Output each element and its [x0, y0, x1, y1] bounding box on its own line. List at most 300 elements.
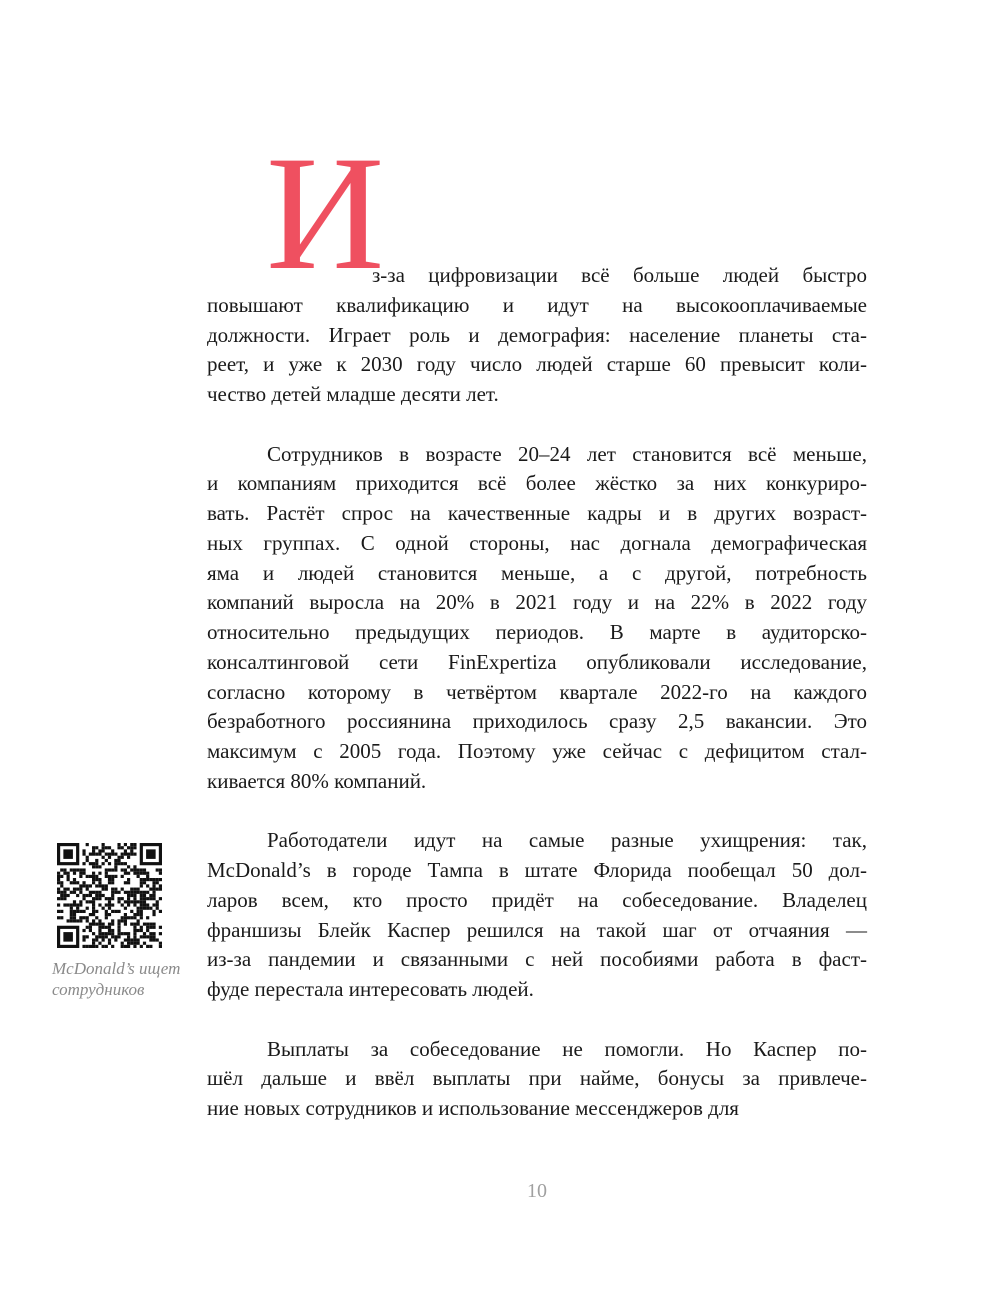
qr-module: [143, 903, 146, 906]
qr-module: [82, 853, 85, 856]
qr-module: [92, 919, 95, 922]
qr-module: [149, 935, 152, 938]
qr-module: [149, 897, 152, 900]
qr-module: [114, 888, 117, 891]
qr-module: [82, 894, 85, 897]
qr-module: [152, 913, 155, 916]
qr-module: [133, 894, 136, 897]
qr-module: [149, 938, 152, 941]
qr-module: [108, 903, 111, 906]
qr-module: [152, 891, 155, 894]
qr-module: [114, 859, 117, 862]
qr-module: [111, 853, 114, 856]
qr-module: [108, 897, 111, 900]
qr-module: [67, 878, 70, 881]
qr-module: [143, 891, 146, 894]
qr-module: [121, 919, 124, 922]
qr-module: [156, 907, 159, 910]
qr-module: [111, 881, 114, 884]
qr-module: [63, 903, 66, 906]
qr-module: [57, 875, 60, 878]
qr-module: [89, 929, 92, 932]
qr-module: [57, 903, 60, 906]
text-line: из-за пандемии и связанными с ней пособиями работа в фаст-: [207, 947, 867, 972]
qr-module: [89, 894, 92, 897]
qr-module: [70, 903, 73, 906]
qr-module: [89, 900, 92, 903]
qr-module: [82, 916, 85, 919]
qr-module: [79, 884, 82, 887]
qr-module: [95, 846, 98, 849]
qr-module: [92, 913, 95, 916]
qr-module: [76, 903, 79, 906]
qr-module: [152, 888, 155, 891]
qr-module: [102, 935, 105, 938]
qr-module: [140, 878, 143, 881]
qr-module: [105, 859, 108, 862]
qr-module: [137, 875, 140, 878]
qr-module: [70, 910, 73, 913]
qr-module: [127, 865, 130, 868]
qr-module: [89, 875, 92, 878]
qr-module: [117, 935, 120, 938]
text-line: консалтинговой сети FinExpertiza опубликовали исследование,: [207, 649, 867, 674]
qr-module: [108, 938, 111, 941]
qr-module: [63, 891, 66, 894]
text-line: вать. Растёт спрос на качественные кадры и в других возраст-: [207, 501, 867, 525]
qr-module: [63, 868, 66, 871]
qr-module: [140, 910, 143, 913]
qr-module: [121, 942, 124, 945]
qr-module: [121, 856, 124, 859]
qr-module: [146, 945, 149, 948]
qr-finder: [63, 932, 73, 942]
qr-module: [111, 932, 114, 935]
qr-module: [102, 862, 105, 865]
qr-module: [63, 894, 66, 897]
qr-module: [133, 846, 136, 849]
qr-module: [149, 907, 152, 910]
qr-module: [121, 853, 124, 856]
qr-module: [92, 853, 95, 856]
qr-finder: [146, 849, 156, 859]
qr-module: [79, 868, 82, 871]
qr-module: [121, 903, 124, 906]
qr-module: [156, 888, 159, 891]
qr-module: [105, 872, 108, 875]
text-line: и компаниям приходится всё более жёстко за них конкуриро-: [207, 471, 867, 496]
qr-module: [124, 913, 127, 916]
qr-module: [76, 907, 79, 910]
qr-module: [82, 929, 85, 932]
qr-module: [127, 945, 130, 948]
qr-module: [121, 945, 124, 948]
qr-module: [92, 907, 95, 910]
qr-module: [95, 865, 98, 868]
qr-module: [92, 923, 95, 926]
qr-module: [124, 843, 127, 846]
qr-module: [86, 884, 89, 887]
qr-module: [98, 878, 101, 881]
qr-module: [67, 872, 70, 875]
qr-module: [137, 929, 140, 932]
qr-module: [111, 868, 114, 871]
qr-module: [82, 910, 85, 913]
qr-module: [57, 916, 60, 919]
qr-module: [102, 907, 105, 910]
qr-module: [159, 945, 162, 948]
qr-module: [86, 894, 89, 897]
qr-module: [89, 926, 92, 929]
qr-module: [73, 913, 76, 916]
qr-module: [137, 907, 140, 910]
qr-module: [98, 865, 101, 868]
qr-module: [102, 856, 105, 859]
qr-module: [152, 926, 155, 929]
qr-module: [117, 923, 120, 926]
qr-module: [105, 868, 108, 871]
qr-module: [130, 938, 133, 941]
qr-code[interactable]: [57, 843, 162, 948]
qr-module: [108, 907, 111, 910]
qr-module: [127, 903, 130, 906]
qr-module: [156, 868, 159, 871]
qr-module: [140, 935, 143, 938]
text-line: Работодатели идут на самые разные ухищрения: так,: [267, 828, 867, 853]
qr-module: [102, 846, 105, 849]
qr-module: [143, 872, 146, 875]
qr-module: [102, 888, 105, 891]
qr-module: [146, 872, 149, 875]
qr-module: [73, 872, 76, 875]
qr-module: [105, 910, 108, 913]
qr-module: [146, 903, 149, 906]
qr-module: [140, 881, 143, 884]
qr-module: [89, 923, 92, 926]
qr-module: [102, 894, 105, 897]
qr-module: [143, 942, 146, 945]
qr-module: [82, 945, 85, 948]
qr-module: [108, 913, 111, 916]
qr-module: [121, 846, 124, 849]
qr-module: [117, 929, 120, 932]
qr-module: [133, 843, 136, 846]
qr-module: [92, 849, 95, 852]
qr-module: [79, 875, 82, 878]
qr-module: [79, 900, 82, 903]
qr-module: [130, 849, 133, 852]
qr-module: [73, 868, 76, 871]
qr-module: [57, 872, 60, 875]
qr-module: [82, 938, 85, 941]
qr-module: [130, 843, 133, 846]
qr-module: [124, 881, 127, 884]
qr-module: [121, 897, 124, 900]
qr-module: [82, 881, 85, 884]
qr-module: [82, 935, 85, 938]
qr-module: [67, 919, 70, 922]
qr-module: [102, 849, 105, 852]
qr-module: [60, 894, 63, 897]
qr-module: [133, 903, 136, 906]
qr-module: [111, 849, 114, 852]
qr-module: [108, 900, 111, 903]
text-line: относительно предыдущих периодов. В марте в аудиторско-: [207, 620, 867, 644]
qr-module: [159, 932, 162, 935]
qr-module: [130, 888, 133, 891]
qr-module: [70, 919, 73, 922]
qr-module: [133, 872, 136, 875]
qr-module: [133, 853, 136, 856]
qr-module: [89, 853, 92, 856]
qr-module: [114, 891, 117, 894]
qr-module: [159, 868, 162, 871]
qr-module: [111, 878, 114, 881]
qr-module: [89, 862, 92, 865]
qr-module: [67, 894, 70, 897]
qr-module: [140, 926, 143, 929]
qr-module: [149, 945, 152, 948]
qr-module: [79, 919, 82, 922]
qr-module: [117, 910, 120, 913]
drop-cap: И: [266, 123, 385, 304]
qr-module: [133, 923, 136, 926]
qr-module: [105, 884, 108, 887]
qr-module: [86, 843, 89, 846]
qr-module: [133, 929, 136, 932]
qr-module: [146, 935, 149, 938]
qr-module: [105, 875, 108, 878]
qr-module: [143, 935, 146, 938]
qr-module: [124, 868, 127, 871]
qr-module: [152, 894, 155, 897]
qr-module: [98, 897, 101, 900]
qr-module: [127, 932, 130, 935]
qr-module: [133, 932, 136, 935]
qr-module: [86, 907, 89, 910]
qr-module: [76, 910, 79, 913]
qr-module: [73, 878, 76, 881]
qr-module: [149, 878, 152, 881]
qr-module: [57, 878, 60, 881]
qr-module: [137, 900, 140, 903]
text-line: кивается 80% компаний.: [207, 768, 427, 793]
qr-module: [133, 865, 136, 868]
qr-module: [133, 926, 136, 929]
qr-module: [130, 942, 133, 945]
qr-module: [92, 932, 95, 935]
qr-module: [127, 942, 130, 945]
qr-module: [105, 897, 108, 900]
qr-module: [67, 903, 70, 906]
qr-module: [102, 884, 105, 887]
qr-module: [95, 916, 98, 919]
qr-module: [95, 853, 98, 856]
qr-caption-line: сотрудников: [52, 980, 145, 999]
text-line: Сотрудников в возрасте 20–24 лет становится всё меньше,: [267, 441, 867, 466]
qr-module: [70, 913, 73, 916]
qr-module: [124, 853, 127, 856]
qr-module: [95, 878, 98, 881]
qr-module: [70, 881, 73, 884]
qr-module: [95, 938, 98, 941]
qr-module: [60, 881, 63, 884]
qr-module: [114, 938, 117, 941]
qr-module: [124, 932, 127, 935]
qr-module: [152, 932, 155, 935]
qr-module: [95, 884, 98, 887]
qr-module: [124, 916, 127, 919]
qr-module: [95, 897, 98, 900]
qr-module: [86, 916, 89, 919]
qr-module: [102, 932, 105, 935]
qr-module: [143, 878, 146, 881]
qr-module: [127, 938, 130, 941]
qr-module: [111, 919, 114, 922]
qr-module: [124, 923, 127, 926]
qr-module: [92, 897, 95, 900]
text-line: безработного россиянина приходилось сразу 2,5 вакансии. Это: [207, 709, 867, 734]
qr-module: [98, 849, 101, 852]
qr-module: [117, 846, 120, 849]
qr-finder: [63, 849, 73, 859]
text-line: повышают квалификацию и идут на высокооплачиваемые: [207, 292, 867, 317]
qr-module: [70, 891, 73, 894]
text-line: должности. Играет роль и демография: население планеты ста-: [207, 322, 867, 347]
qr-module: [76, 919, 79, 922]
qr-module: [60, 891, 63, 894]
qr-module: [95, 891, 98, 894]
qr-module: [111, 903, 114, 906]
qr-module: [121, 875, 124, 878]
qr-module: [124, 900, 127, 903]
qr-module: [143, 900, 146, 903]
qr-module: [133, 888, 136, 891]
qr-module: [92, 900, 95, 903]
qr-module: [124, 907, 127, 910]
qr-module: [92, 891, 95, 894]
qr-module: [86, 926, 89, 929]
qr-module: [95, 859, 98, 862]
qr-module: [159, 872, 162, 875]
qr-module: [98, 919, 101, 922]
qr-module: [60, 897, 63, 900]
qr-module: [121, 932, 124, 935]
qr-module: [127, 881, 130, 884]
qr-module: [98, 935, 101, 938]
qr-module: [70, 907, 73, 910]
qr-module: [140, 903, 143, 906]
qr-module: [111, 935, 114, 938]
qr-module: [152, 938, 155, 941]
page-number: 10: [527, 1180, 547, 1202]
qr-module: [140, 868, 143, 871]
qr-module: [111, 945, 114, 948]
qr-module: [102, 945, 105, 948]
text-line: McDonald’s в городе Тампа в штате Флорида пообещал 50 дол-: [207, 858, 867, 882]
qr-module: [70, 868, 73, 871]
qr-module: [95, 935, 98, 938]
qr-module: [92, 910, 95, 913]
qr-module: [114, 875, 117, 878]
qr-module: [82, 862, 85, 865]
qr-module: [140, 891, 143, 894]
qr-module: [152, 935, 155, 938]
qr-module: [156, 903, 159, 906]
qr-module: [133, 913, 136, 916]
qr-module: [146, 897, 149, 900]
qr-module: [114, 910, 117, 913]
qr-module: [79, 872, 82, 875]
qr-module: [98, 923, 101, 926]
qr-module: [159, 910, 162, 913]
qr-module: [108, 881, 111, 884]
qr-module: [159, 926, 162, 929]
qr-module: [127, 935, 130, 938]
text-line: чество детей младше десяти лет.: [207, 382, 499, 406]
qr-module: [130, 894, 133, 897]
text-line: франшизы Блейк Каспер решился на такой шаг от отчаяния —: [207, 917, 867, 942]
text-line: ларов всем, кто просто придёт на собеседование. Владелец: [207, 887, 867, 912]
qr-module: [79, 910, 82, 913]
qr-module: [105, 913, 108, 916]
qr-module: [156, 938, 159, 941]
qr-module: [95, 875, 98, 878]
qr-module: [133, 916, 136, 919]
text-line: ние новых сотрудников и использование мессенджеров для: [207, 1096, 739, 1120]
qr-module: [102, 938, 105, 941]
qr-module: [67, 875, 70, 878]
qr-module: [143, 907, 146, 910]
qr-module: [156, 878, 159, 881]
qr-module: [117, 891, 120, 894]
qr-module: [117, 926, 120, 929]
qr-module: [149, 888, 152, 891]
qr-module: [105, 888, 108, 891]
qr-module: [105, 945, 108, 948]
qr-module: [117, 897, 120, 900]
qr-module: [82, 884, 85, 887]
qr-module: [111, 888, 114, 891]
qr-module: [63, 888, 66, 891]
qr-module: [133, 900, 136, 903]
qr-module: [124, 945, 127, 948]
qr-module: [60, 875, 63, 878]
qr-module: [159, 942, 162, 945]
qr-module: [140, 916, 143, 919]
qr-module: [108, 932, 111, 935]
qr-module: [140, 894, 143, 897]
qr-module: [121, 862, 124, 865]
qr-module: [140, 884, 143, 887]
qr-module: [79, 888, 82, 891]
qr-module: [95, 894, 98, 897]
qr-module: [111, 910, 114, 913]
qr-module: [82, 897, 85, 900]
qr-module: [127, 891, 130, 894]
body-text: [207, 261, 867, 1154]
qr-module: [152, 878, 155, 881]
qr-module: [140, 945, 143, 948]
qr-module: [89, 891, 92, 894]
text-line: реет, и уже к 2030 году число людей старше 60 превысит коли-: [207, 352, 867, 377]
qr-module: [92, 878, 95, 881]
qr-module: [140, 913, 143, 916]
qr-module: [105, 853, 108, 856]
qr-module: [127, 878, 130, 881]
qr-module: [92, 865, 95, 868]
qr-module: [137, 923, 140, 926]
